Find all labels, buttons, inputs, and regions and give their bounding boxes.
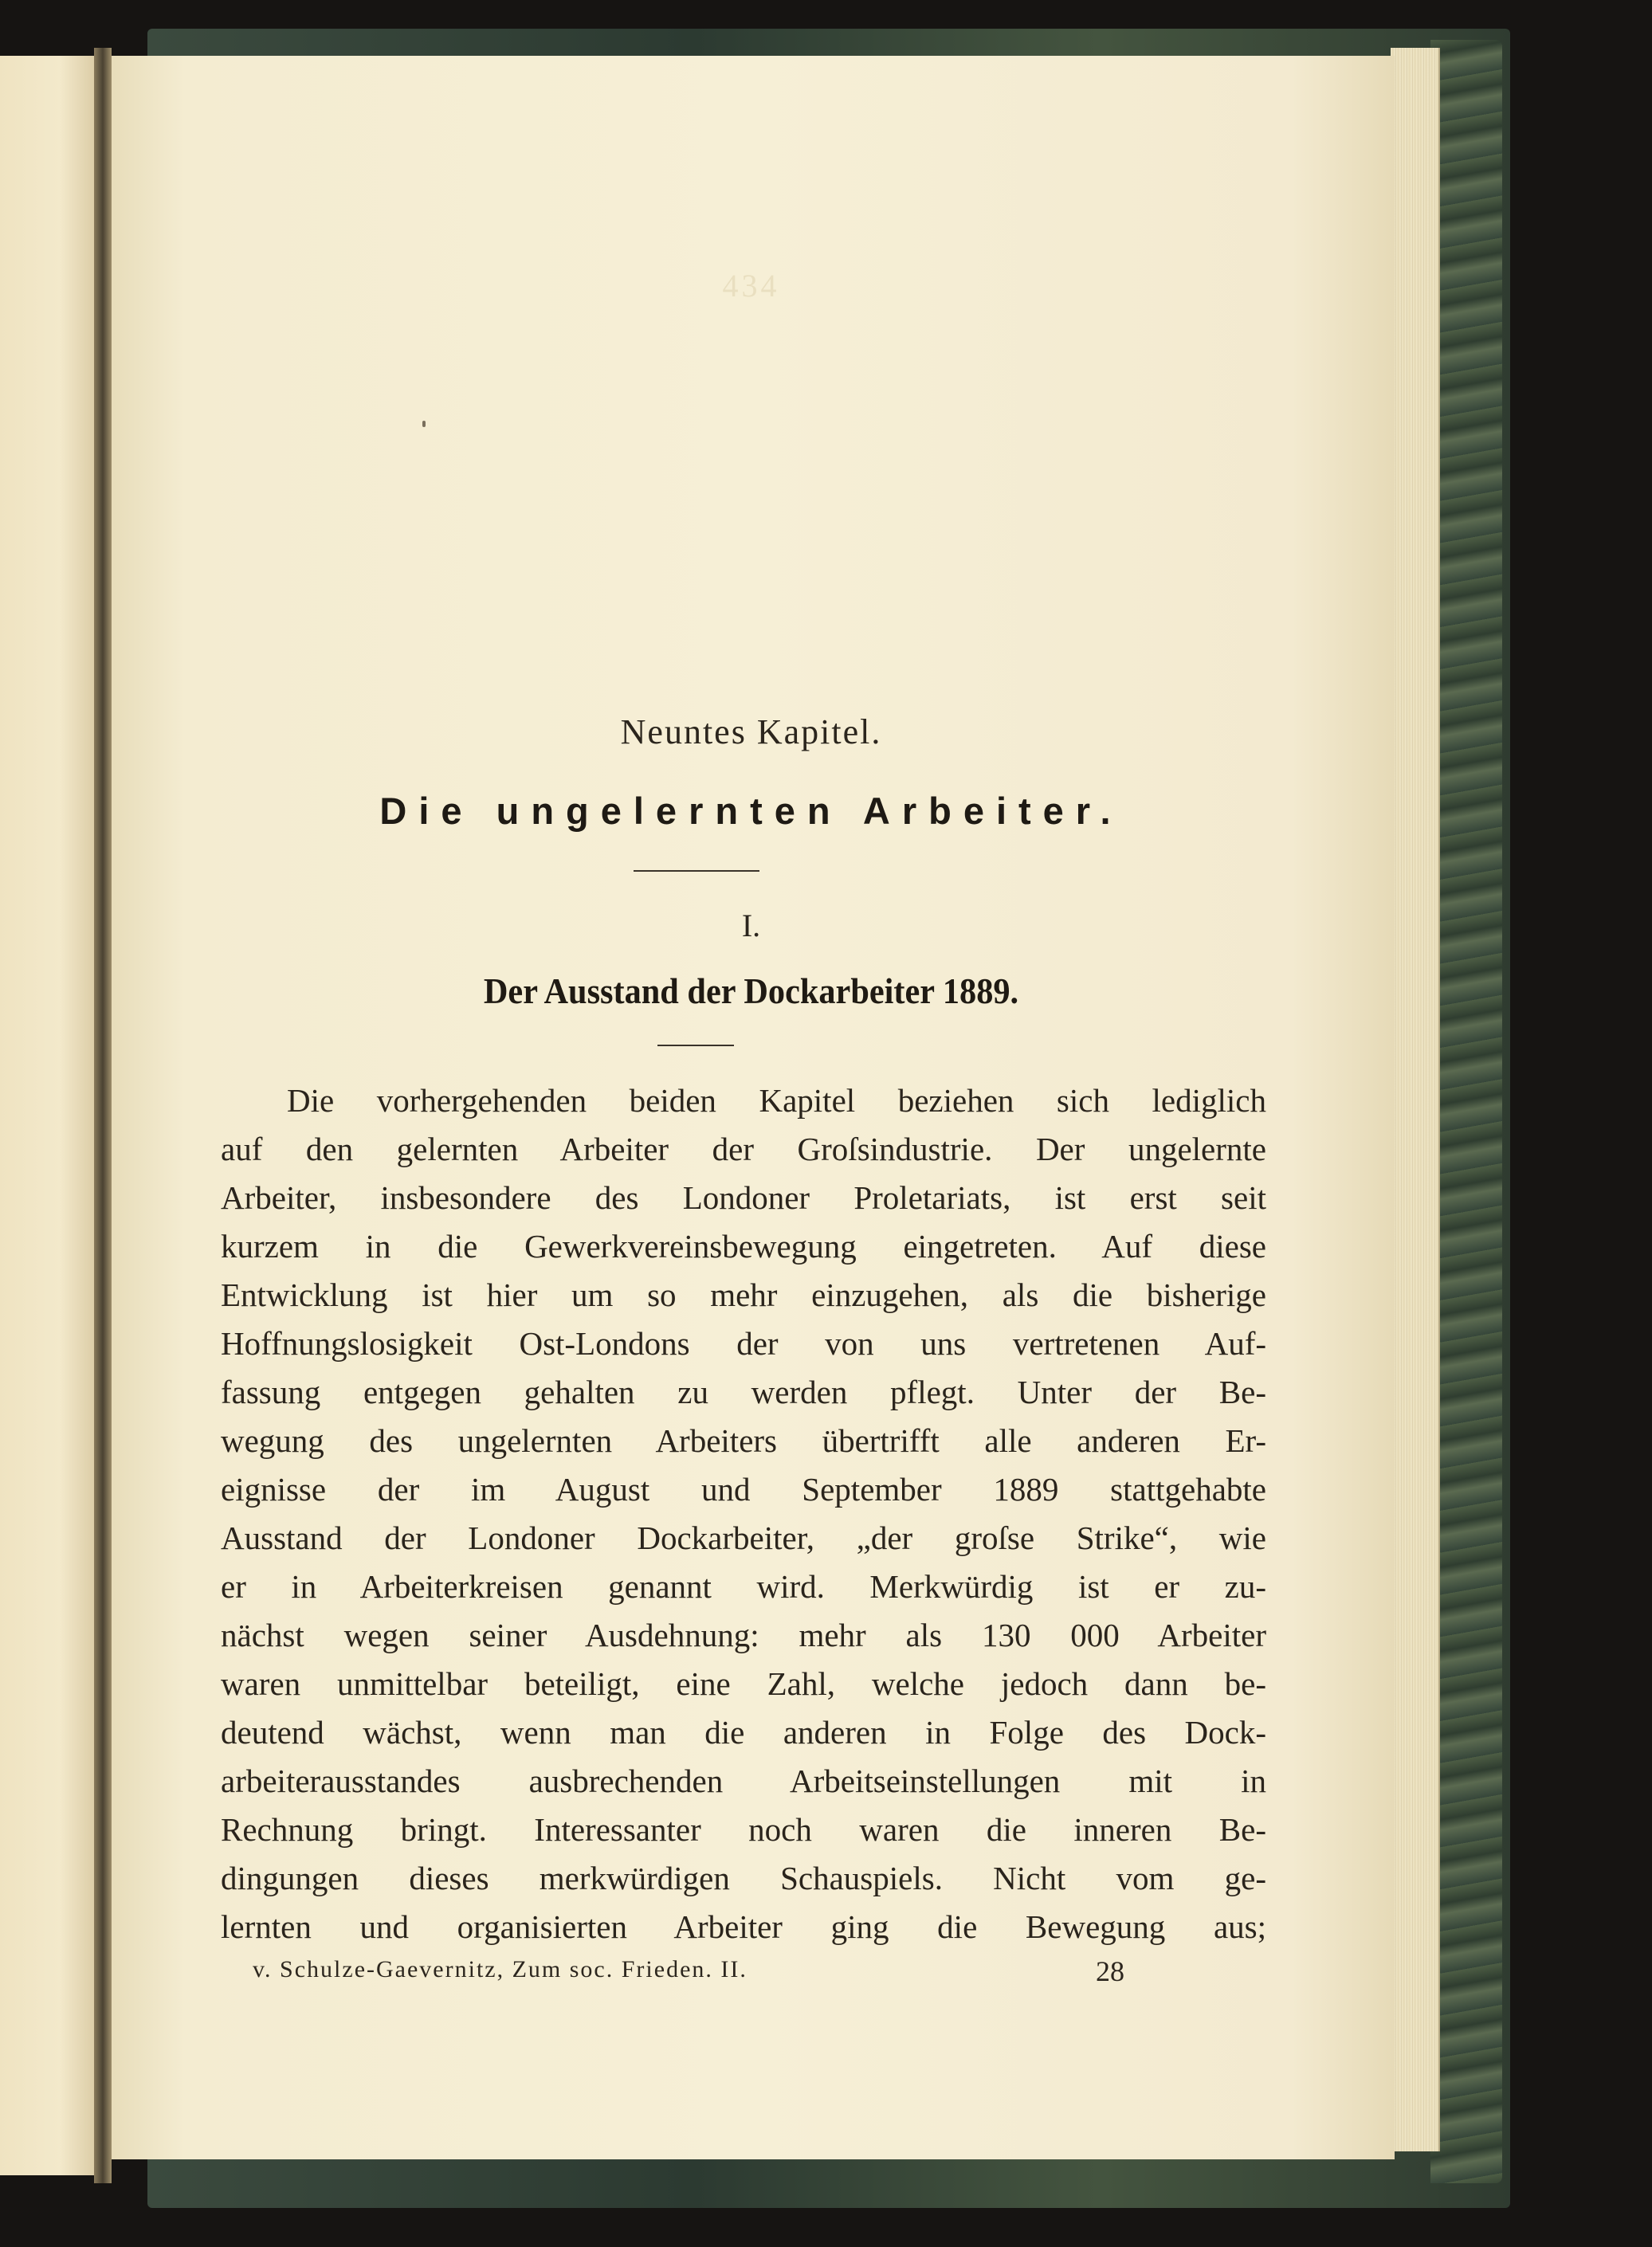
text-line: fassung entgegen gehalten zu werden pflegt. Unter der Be- <box>221 1374 1266 1410</box>
text-line: Rechnung bringt. Interessanter noch waren die inneren Be- <box>221 1811 1266 1848</box>
chapter-title: Die ungelernten Arbeiter. <box>379 790 1123 832</box>
text-line: arbeiterausstandes ausbrechenden Arbeitseinstellungen mit in <box>221 1763 1266 1799</box>
text-line: Entwicklung ist hier um so mehr einzugehen, als die bisherige <box>221 1276 1266 1313</box>
text-line: nächst wegen seiner Ausdehnung: mehr als 130 000 Arbeiter <box>221 1617 1266 1653</box>
page-footer <box>253 1956 1201 1992</box>
cover-edge <box>1430 40 1502 2183</box>
footer-signature: v. Schulze-Gaevernitz, Zum soc. Frieden. II. <box>253 1956 748 1982</box>
text-line: lernten und organisierten Arbeiter ging die Bewegung aus; <box>221 1908 1266 1945</box>
text-line: wegung des ungelernten Arbeiters übertrifft alle anderen Er- <box>221 1422 1266 1459</box>
text-line: Hoffnungslosigkeit Ost-Londons der von uns vertretenen Auf- <box>221 1325 1266 1362</box>
text-line: Ausstand der Londoner Dockarbeiter, „der groſse Strike“, wie <box>221 1520 1266 1556</box>
text-line: Die vorhergehenden beiden Kapitel beziehen sich lediglich <box>287 1082 1266 1119</box>
text-line: eignisse der im August und September 1889 stattgehabte <box>221 1471 1266 1508</box>
facing-page <box>0 56 100 2175</box>
text-line: deutend wächst, wenn man die anderen in Folge des Dock- <box>221 1714 1266 1751</box>
chapter-label: Neuntes Kapitel. <box>620 712 882 751</box>
text-line: Arbeiter, insbesondere des Londoner Proletariats, ist erst seit <box>221 1179 1266 1216</box>
section-rule <box>657 1045 734 1046</box>
page-edges <box>1391 48 1440 2151</box>
text-line: kurzem in die Gewerkvereinsbewegung eingetreten. Auf diese <box>221 1228 1266 1265</box>
sheet-number: 28 <box>1096 1955 1124 1987</box>
section-number: I. <box>741 908 761 943</box>
book-gutter <box>94 48 112 2183</box>
text-line: er in Arbeiterkreisen genannt wird. Merkwürdig ist er zu- <box>221 1568 1266 1605</box>
show-through-page-number: 434 <box>722 268 780 304</box>
section-title: Der Ausstand der Dockarbeiter 1889. <box>483 971 1019 1011</box>
text-line: dingungen dieses merkwürdigen Schauspiels. Nicht vom ge- <box>221 1860 1266 1896</box>
book-page <box>108 56 1395 2159</box>
title-rule <box>634 870 759 872</box>
text-line: auf den gelernten Arbeiter der Groſsindustrie. Der ungelernte <box>221 1131 1266 1167</box>
ink-speck <box>422 421 426 427</box>
body-text <box>221 1076 1266 1951</box>
text-line: waren unmittelbar beteiligt, eine Zahl, welche jedoch dann be- <box>221 1665 1266 1702</box>
